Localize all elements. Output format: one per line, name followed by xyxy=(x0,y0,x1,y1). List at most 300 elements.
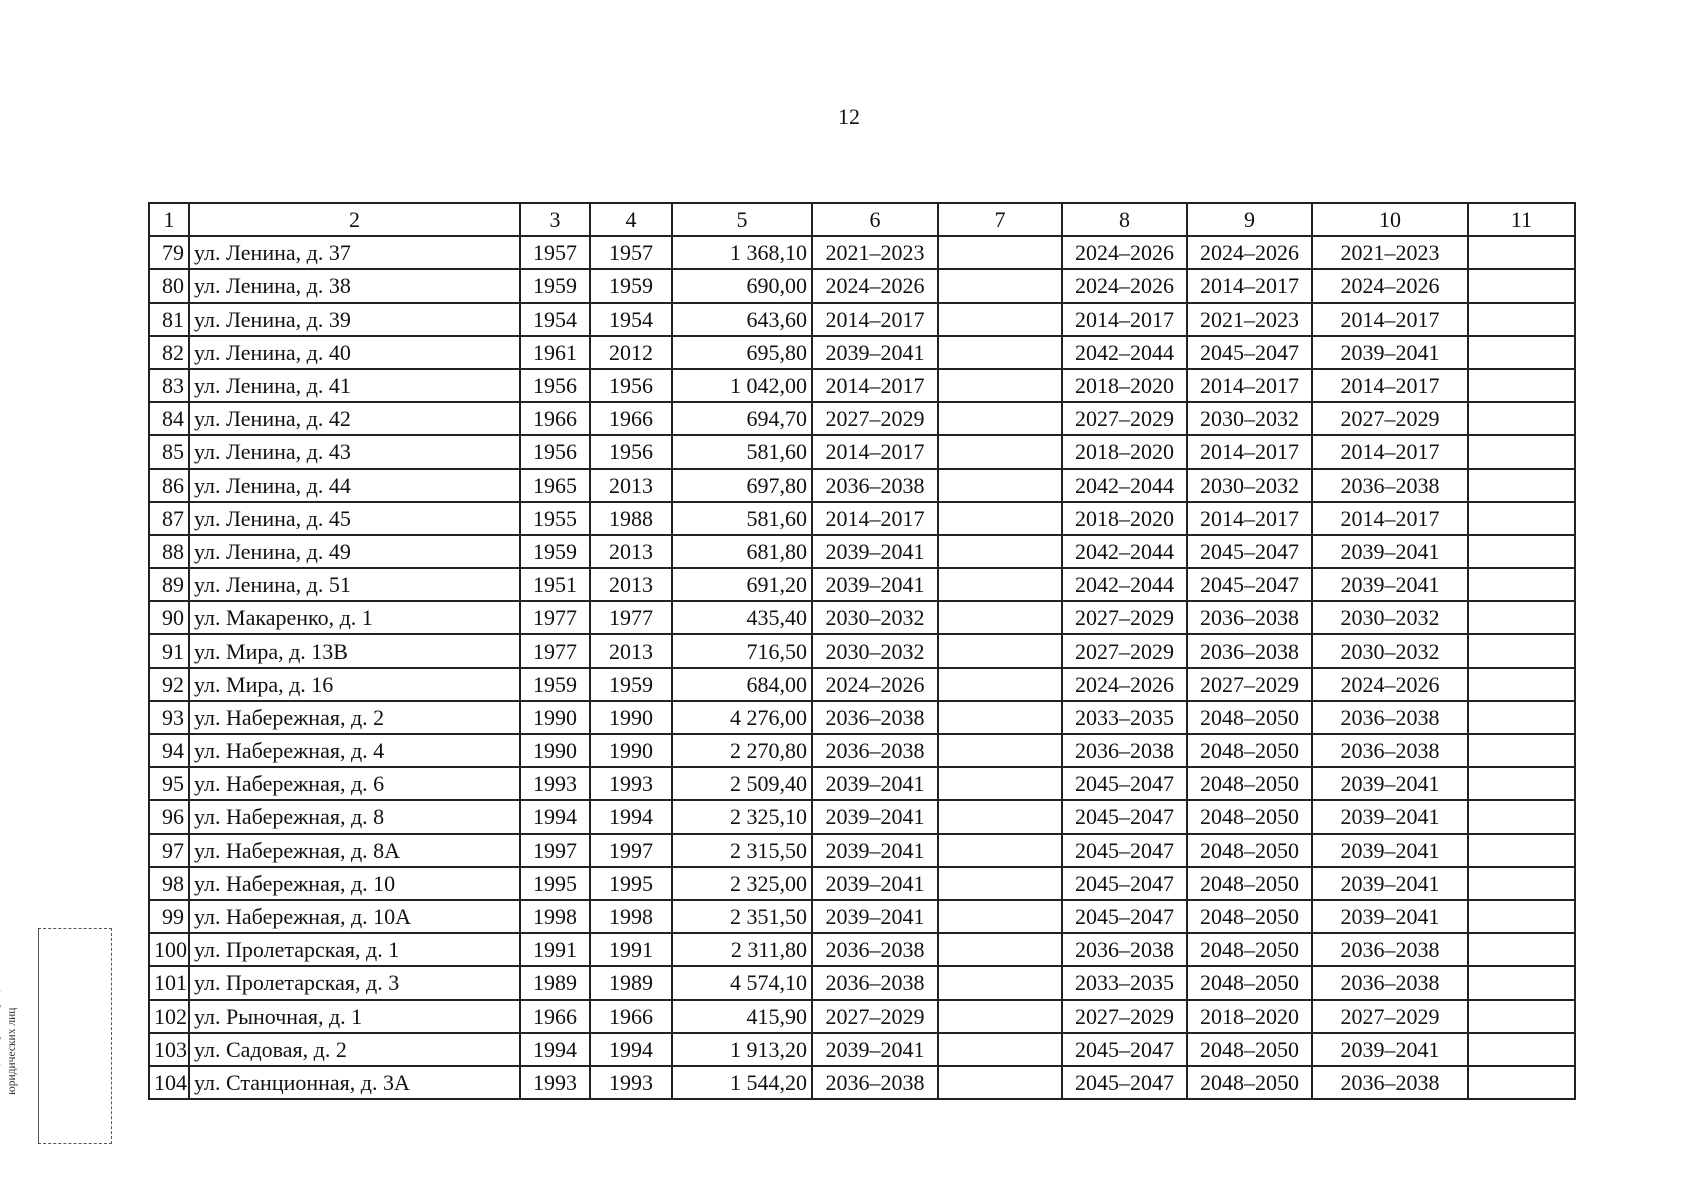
table-cell: 2045–2047 xyxy=(1062,1066,1187,1099)
table-cell xyxy=(1468,568,1575,601)
table-cell: 1995 xyxy=(520,867,590,900)
table-cell: 2021–2023 xyxy=(812,236,938,269)
table-cell xyxy=(1468,668,1575,701)
table-cell: 2027–2029 xyxy=(1312,402,1468,435)
table-cell xyxy=(1468,402,1575,435)
table-cell: 1956 xyxy=(520,435,590,468)
table-cell xyxy=(938,435,1062,468)
table-cell: 2045–2047 xyxy=(1062,834,1187,867)
table-cell: 2018–2020 xyxy=(1062,435,1187,468)
table-cell: 2027–2029 xyxy=(812,402,938,435)
table-cell: 2027–2029 xyxy=(1062,601,1187,634)
table-cell xyxy=(938,568,1062,601)
table-cell: 2024–2026 xyxy=(1187,236,1312,269)
table-cell: 2013 xyxy=(590,535,672,568)
table-cell: 2027–2029 xyxy=(1062,402,1187,435)
table-cell: 2036–2038 xyxy=(1187,634,1312,667)
table-cell: 2048–2050 xyxy=(1187,734,1312,767)
table-cell: 2042–2044 xyxy=(1062,336,1187,369)
table-cell xyxy=(938,502,1062,535)
table-cell: 1994 xyxy=(520,800,590,833)
table-cell xyxy=(1468,336,1575,369)
table-cell: 1977 xyxy=(520,601,590,634)
table-cell: ул. Мира, д. 13В xyxy=(189,634,520,667)
table-cell: 681,80 xyxy=(672,535,812,568)
table-cell: 2039–2041 xyxy=(1312,767,1468,800)
table-cell: 95 xyxy=(149,767,189,800)
table-cell: 2014–2017 xyxy=(812,303,938,336)
table-cell xyxy=(1468,900,1575,933)
table-cell: 1957 xyxy=(590,236,672,269)
table-cell: 581,60 xyxy=(672,502,812,535)
table-cell: 2030–2032 xyxy=(1312,634,1468,667)
table-cell: ул. Набережная, д. 10 xyxy=(189,867,520,900)
table-cell: 2030–2032 xyxy=(1312,601,1468,634)
table-cell: 2036–2038 xyxy=(1312,1066,1468,1099)
table-cell: 2 315,50 xyxy=(672,834,812,867)
table-cell: 2036–2038 xyxy=(1062,734,1187,767)
table-cell: 79 xyxy=(149,236,189,269)
table-cell: 581,60 xyxy=(672,435,812,468)
table-cell: 2048–2050 xyxy=(1187,933,1312,966)
table-row xyxy=(149,303,1575,336)
table-cell: ул. Ленина, д. 43 xyxy=(189,435,520,468)
table-cell: 2036–2038 xyxy=(812,1066,938,1099)
table-cell: 2045–2047 xyxy=(1187,535,1312,568)
table-cell xyxy=(938,1066,1062,1099)
table-cell: 2042–2044 xyxy=(1062,469,1187,502)
table-cell: 2013 xyxy=(590,469,672,502)
table-cell: 2024–2026 xyxy=(812,269,938,302)
table-cell: 643,60 xyxy=(672,303,812,336)
table-cell: 91 xyxy=(149,634,189,667)
table-cell: 1956 xyxy=(520,369,590,402)
table-cell: 1959 xyxy=(590,668,672,701)
table-cell: 2036–2038 xyxy=(1312,933,1468,966)
table-cell: 1959 xyxy=(520,668,590,701)
table-row xyxy=(149,867,1575,900)
table-cell xyxy=(1468,1066,1575,1099)
table-cell xyxy=(938,701,1062,734)
table-cell: ул. Садовая, д. 2 xyxy=(189,1033,520,1066)
table-cell: 1966 xyxy=(520,1000,590,1033)
table-cell: ул. Пролетарская, д. 1 xyxy=(189,933,520,966)
table-cell: 1991 xyxy=(590,933,672,966)
table-cell: 2014–2017 xyxy=(1187,502,1312,535)
table-cell: ул. Рыночная, д. 1 xyxy=(189,1000,520,1033)
table-row xyxy=(149,502,1575,535)
table-cell: 83 xyxy=(149,369,189,402)
table-cell: ул. Ленина, д. 49 xyxy=(189,535,520,568)
table-cell: 2039–2041 xyxy=(1312,535,1468,568)
table-cell xyxy=(938,402,1062,435)
table-cell: 2 351,50 xyxy=(672,900,812,933)
table-row xyxy=(149,469,1575,502)
table-row xyxy=(149,1066,1575,1099)
table-cell: 2014–2017 xyxy=(1062,303,1187,336)
table-cell: 2045–2047 xyxy=(1062,767,1187,800)
table-cell: 1989 xyxy=(520,966,590,999)
table-cell xyxy=(938,369,1062,402)
register-table xyxy=(148,202,1576,1100)
table-cell: 2048–2050 xyxy=(1187,867,1312,900)
table-cell: 86 xyxy=(149,469,189,502)
table-cell xyxy=(938,834,1062,867)
table-cell: 1990 xyxy=(590,701,672,734)
table-cell xyxy=(1468,1033,1575,1066)
table-cell: 1997 xyxy=(590,834,672,867)
table-cell: 2014–2017 xyxy=(1312,303,1468,336)
table-row xyxy=(149,435,1575,468)
table-cell: 2012 xyxy=(590,336,672,369)
table-cell xyxy=(1468,867,1575,900)
table-cell: 2024–2026 xyxy=(1062,668,1187,701)
table-cell: 100 xyxy=(149,933,189,966)
table-cell: ул. Пролетарская, д. 3 xyxy=(189,966,520,999)
page-number: 12 xyxy=(838,104,860,129)
table-cell xyxy=(938,269,1062,302)
table-cell: 2030–2032 xyxy=(1187,469,1312,502)
table-cell: 2039–2041 xyxy=(812,900,938,933)
table-cell: ул. Макаренко, д. 1 xyxy=(189,601,520,634)
table-cell: 2045–2047 xyxy=(1062,867,1187,900)
table-cell: 1989 xyxy=(590,966,672,999)
table-row xyxy=(149,236,1575,269)
table-cell xyxy=(938,236,1062,269)
table-cell: 2039–2041 xyxy=(1312,1033,1468,1066)
table-cell: 2045–2047 xyxy=(1187,568,1312,601)
table-cell: 94 xyxy=(149,734,189,767)
table-cell: 2036–2038 xyxy=(812,966,938,999)
table-cell: ул. Мира, д. 16 xyxy=(189,668,520,701)
table-row xyxy=(149,568,1575,601)
table-cell xyxy=(1468,535,1575,568)
table-cell: 1993 xyxy=(590,767,672,800)
table-cell: ул. Станционная, д. 3А xyxy=(189,1066,520,1099)
table-cell: 2 311,80 xyxy=(672,933,812,966)
table-cell: 2036–2038 xyxy=(812,933,938,966)
table-cell: 2039–2041 xyxy=(1312,867,1468,900)
column-header: 5 xyxy=(672,203,812,236)
table-cell: 1997 xyxy=(520,834,590,867)
table-cell: 88 xyxy=(149,535,189,568)
table-cell: 4 574,10 xyxy=(672,966,812,999)
table-cell: ул. Набережная, д. 10А xyxy=(189,900,520,933)
table-row xyxy=(149,900,1575,933)
table-cell: 2039–2041 xyxy=(1312,336,1468,369)
table-cell: 2 509,40 xyxy=(672,767,812,800)
table-cell: 2027–2029 xyxy=(1062,1000,1187,1033)
table-cell: 2014–2017 xyxy=(812,502,938,535)
table-cell: 2014–2017 xyxy=(1187,269,1312,302)
table-cell: 2018–2020 xyxy=(1062,502,1187,535)
table-cell: 99 xyxy=(149,900,189,933)
table-cell: 82 xyxy=(149,336,189,369)
table-row xyxy=(149,1033,1575,1066)
table-cell: 2018–2020 xyxy=(1187,1000,1312,1033)
table-cell: 1957 xyxy=(520,236,590,269)
table-cell: 2039–2041 xyxy=(812,535,938,568)
table-cell: 80 xyxy=(149,269,189,302)
table-cell: 93 xyxy=(149,701,189,734)
table-cell: 1 042,00 xyxy=(672,369,812,402)
column-header: 10 xyxy=(1312,203,1468,236)
table-cell: 2039–2041 xyxy=(1312,900,1468,933)
table-cell: 2024–2026 xyxy=(1312,269,1468,302)
table-cell: 2036–2038 xyxy=(1312,966,1468,999)
table-cell: ул. Ленина, д. 41 xyxy=(189,369,520,402)
table-cell: 2014–2017 xyxy=(1187,435,1312,468)
table-cell: ул. Набережная, д. 2 xyxy=(189,701,520,734)
table-cell: 695,80 xyxy=(672,336,812,369)
table-cell: 97 xyxy=(149,834,189,867)
table-cell: 2030–2032 xyxy=(812,634,938,667)
table-cell: 1954 xyxy=(520,303,590,336)
table-cell: 2021–2023 xyxy=(1312,236,1468,269)
table-cell xyxy=(1468,303,1575,336)
table-cell xyxy=(1468,834,1575,867)
table-cell: 2033–2035 xyxy=(1062,701,1187,734)
table-cell: 2039–2041 xyxy=(1312,800,1468,833)
table-cell: 1955 xyxy=(520,502,590,535)
table-cell: 2039–2041 xyxy=(812,336,938,369)
table-cell: 104 xyxy=(149,1066,189,1099)
table-cell: 1956 xyxy=(590,435,672,468)
table-cell: ул. Набережная, д. 8 xyxy=(189,800,520,833)
stamp-text xyxy=(0,977,180,1095)
table-cell: 102 xyxy=(149,1000,189,1033)
table-cell: 690,00 xyxy=(672,269,812,302)
table-cell: 85 xyxy=(149,435,189,468)
table-cell: 1959 xyxy=(520,535,590,568)
table-cell xyxy=(938,303,1062,336)
table-cell: 1988 xyxy=(590,502,672,535)
column-header: 1 xyxy=(149,203,189,236)
table-cell: 1959 xyxy=(590,269,672,302)
table-cell xyxy=(938,634,1062,667)
table-cell xyxy=(1468,966,1575,999)
table-cell: 2039–2041 xyxy=(812,834,938,867)
table-cell: 2045–2047 xyxy=(1062,1033,1187,1066)
table-cell: 1954 xyxy=(590,303,672,336)
table-cell: 2039–2041 xyxy=(812,568,938,601)
table-cell: 2018–2020 xyxy=(1062,369,1187,402)
table-row xyxy=(149,336,1575,369)
table-cell: 2048–2050 xyxy=(1187,966,1312,999)
table-cell: 2014–2017 xyxy=(812,435,938,468)
table-cell: 2045–2047 xyxy=(1187,336,1312,369)
table-cell: 90 xyxy=(149,601,189,634)
table-cell xyxy=(938,867,1062,900)
table-cell: 1 913,20 xyxy=(672,1033,812,1066)
column-header: 11 xyxy=(1468,203,1575,236)
table-row xyxy=(149,369,1575,402)
table-cell: 1991 xyxy=(520,933,590,966)
table-cell: 684,00 xyxy=(672,668,812,701)
column-header: 3 xyxy=(520,203,590,236)
table-cell: 1993 xyxy=(590,1066,672,1099)
table-cell: 1990 xyxy=(590,734,672,767)
table-cell: 2039–2041 xyxy=(812,867,938,900)
table-header-row xyxy=(149,203,1575,236)
table-cell: 2024–2026 xyxy=(1312,668,1468,701)
table-cell: 2036–2038 xyxy=(1312,701,1468,734)
table-cell: 1956 xyxy=(590,369,672,402)
table-cell xyxy=(1468,800,1575,833)
table-cell: 2024–2026 xyxy=(1062,269,1187,302)
table-cell xyxy=(938,668,1062,701)
table-cell: 1993 xyxy=(520,767,590,800)
table-cell xyxy=(1468,634,1575,667)
table-cell: 1994 xyxy=(590,800,672,833)
table-cell: 2014–2017 xyxy=(1312,369,1468,402)
table-cell xyxy=(1468,734,1575,767)
table-cell: 1995 xyxy=(590,867,672,900)
table-cell: 2039–2041 xyxy=(1312,834,1468,867)
table-cell: 1993 xyxy=(520,1066,590,1099)
table-cell: 81 xyxy=(149,303,189,336)
table-cell: 4 276,00 xyxy=(672,701,812,734)
table-cell: 84 xyxy=(149,402,189,435)
table-cell: ул. Ленина, д. 45 xyxy=(189,502,520,535)
table-row xyxy=(149,1000,1575,1033)
column-header: 2 xyxy=(189,203,520,236)
table-cell: 2045–2047 xyxy=(1062,900,1187,933)
table-cell xyxy=(938,601,1062,634)
table-cell xyxy=(1468,601,1575,634)
table-cell xyxy=(1468,469,1575,502)
table-cell xyxy=(1468,933,1575,966)
table-cell: 1990 xyxy=(520,734,590,767)
column-header: 6 xyxy=(812,203,938,236)
column-header: 7 xyxy=(938,203,1062,236)
table-cell xyxy=(938,800,1062,833)
table-cell: 2048–2050 xyxy=(1187,1033,1312,1066)
table-cell: 2036–2038 xyxy=(1187,601,1312,634)
table-cell: 2048–2050 xyxy=(1187,1066,1312,1099)
table-cell: 2039–2041 xyxy=(812,1033,938,1066)
table-cell: ул. Ленина, д. 51 xyxy=(189,568,520,601)
table-cell: 697,80 xyxy=(672,469,812,502)
table-cell: 89 xyxy=(149,568,189,601)
table-cell: 2036–2038 xyxy=(812,469,938,502)
table-cell: 2021–2023 xyxy=(1187,303,1312,336)
table-cell: ул. Ленина, д. 40 xyxy=(189,336,520,369)
table-cell: 2 325,10 xyxy=(672,800,812,833)
table-cell xyxy=(938,1000,1062,1033)
table-cell: 96 xyxy=(149,800,189,833)
table-cell: 2014–2017 xyxy=(1312,435,1468,468)
table-cell: 2042–2044 xyxy=(1062,535,1187,568)
table-cell: 2036–2038 xyxy=(812,701,938,734)
table-cell: 1951 xyxy=(520,568,590,601)
stamp-line: юридических лиц xyxy=(6,1007,18,1095)
table-cell: 2030–2032 xyxy=(1187,402,1312,435)
table-cell: 2048–2050 xyxy=(1187,900,1312,933)
column-header: 9 xyxy=(1187,203,1312,236)
table-cell: ул. Ленина, д. 38 xyxy=(189,269,520,302)
table-cell: 2042–2044 xyxy=(1062,568,1187,601)
table-cell: 1966 xyxy=(520,402,590,435)
table-cell: 1994 xyxy=(590,1033,672,1066)
table-cell xyxy=(938,535,1062,568)
table-row xyxy=(149,734,1575,767)
table-row xyxy=(149,966,1575,999)
table-cell: 1961 xyxy=(520,336,590,369)
table-cell: 691,20 xyxy=(672,568,812,601)
table-cell: 2024–2026 xyxy=(1062,236,1187,269)
table-cell: 1966 xyxy=(590,402,672,435)
table-row xyxy=(149,634,1575,667)
table-cell: 1977 xyxy=(520,634,590,667)
table-row xyxy=(149,767,1575,800)
table-cell: 2033–2035 xyxy=(1062,966,1187,999)
table-cell xyxy=(1468,369,1575,402)
table-cell: 2013 xyxy=(590,634,672,667)
table-cell: 1998 xyxy=(590,900,672,933)
table-cell: 1994 xyxy=(520,1033,590,1066)
table-row xyxy=(149,701,1575,734)
table-cell: 2036–2038 xyxy=(1062,933,1187,966)
table-cell: 2039–2041 xyxy=(1312,568,1468,601)
table-row xyxy=(149,668,1575,701)
table-cell xyxy=(1468,767,1575,800)
table-cell xyxy=(1468,1000,1575,1033)
table-cell: 2039–2041 xyxy=(812,767,938,800)
table-cell xyxy=(938,900,1062,933)
table-cell: 2027–2029 xyxy=(812,1000,938,1033)
table-cell: 716,50 xyxy=(672,634,812,667)
table-row xyxy=(149,269,1575,302)
column-header: 8 xyxy=(1062,203,1187,236)
table-cell: 2 270,80 xyxy=(672,734,812,767)
table-cell: 101 xyxy=(149,966,189,999)
table-cell: ул. Набережная, д. 6 xyxy=(189,767,520,800)
table-cell: 103 xyxy=(149,1033,189,1066)
table-cell: ул. Ленина, д. 44 xyxy=(189,469,520,502)
table-cell: 1959 xyxy=(520,269,590,302)
table-cell xyxy=(938,336,1062,369)
table-cell: 92 xyxy=(149,668,189,701)
table-cell: 2014–2017 xyxy=(1312,502,1468,535)
table-cell xyxy=(1468,269,1575,302)
table-cell: 2039–2041 xyxy=(812,800,938,833)
column-header: 4 xyxy=(590,203,672,236)
table-cell xyxy=(1468,502,1575,535)
table-cell: 1 368,10 xyxy=(672,236,812,269)
table-cell: 2014–2017 xyxy=(1187,369,1312,402)
table-cell: 1990 xyxy=(520,701,590,734)
table-cell: 2048–2050 xyxy=(1187,834,1312,867)
table-cell: 415,90 xyxy=(672,1000,812,1033)
table-cell xyxy=(938,469,1062,502)
table-cell xyxy=(1468,701,1575,734)
table-cell: 1998 xyxy=(520,900,590,933)
table-cell: 1977 xyxy=(590,601,672,634)
table-cell: 2014–2017 xyxy=(812,369,938,402)
table-cell: 1 544,20 xyxy=(672,1066,812,1099)
table-cell: ул. Ленина, д. 37 xyxy=(189,236,520,269)
table-cell: 2030–2032 xyxy=(812,601,938,634)
table-row xyxy=(149,535,1575,568)
table-row xyxy=(149,933,1575,966)
table-cell: 2027–2029 xyxy=(1062,634,1187,667)
registration-stamp xyxy=(6,928,112,1144)
table-cell xyxy=(938,933,1062,966)
table-cell: 2027–2029 xyxy=(1187,668,1312,701)
table-row xyxy=(149,834,1575,867)
table-cell: 2048–2050 xyxy=(1187,800,1312,833)
